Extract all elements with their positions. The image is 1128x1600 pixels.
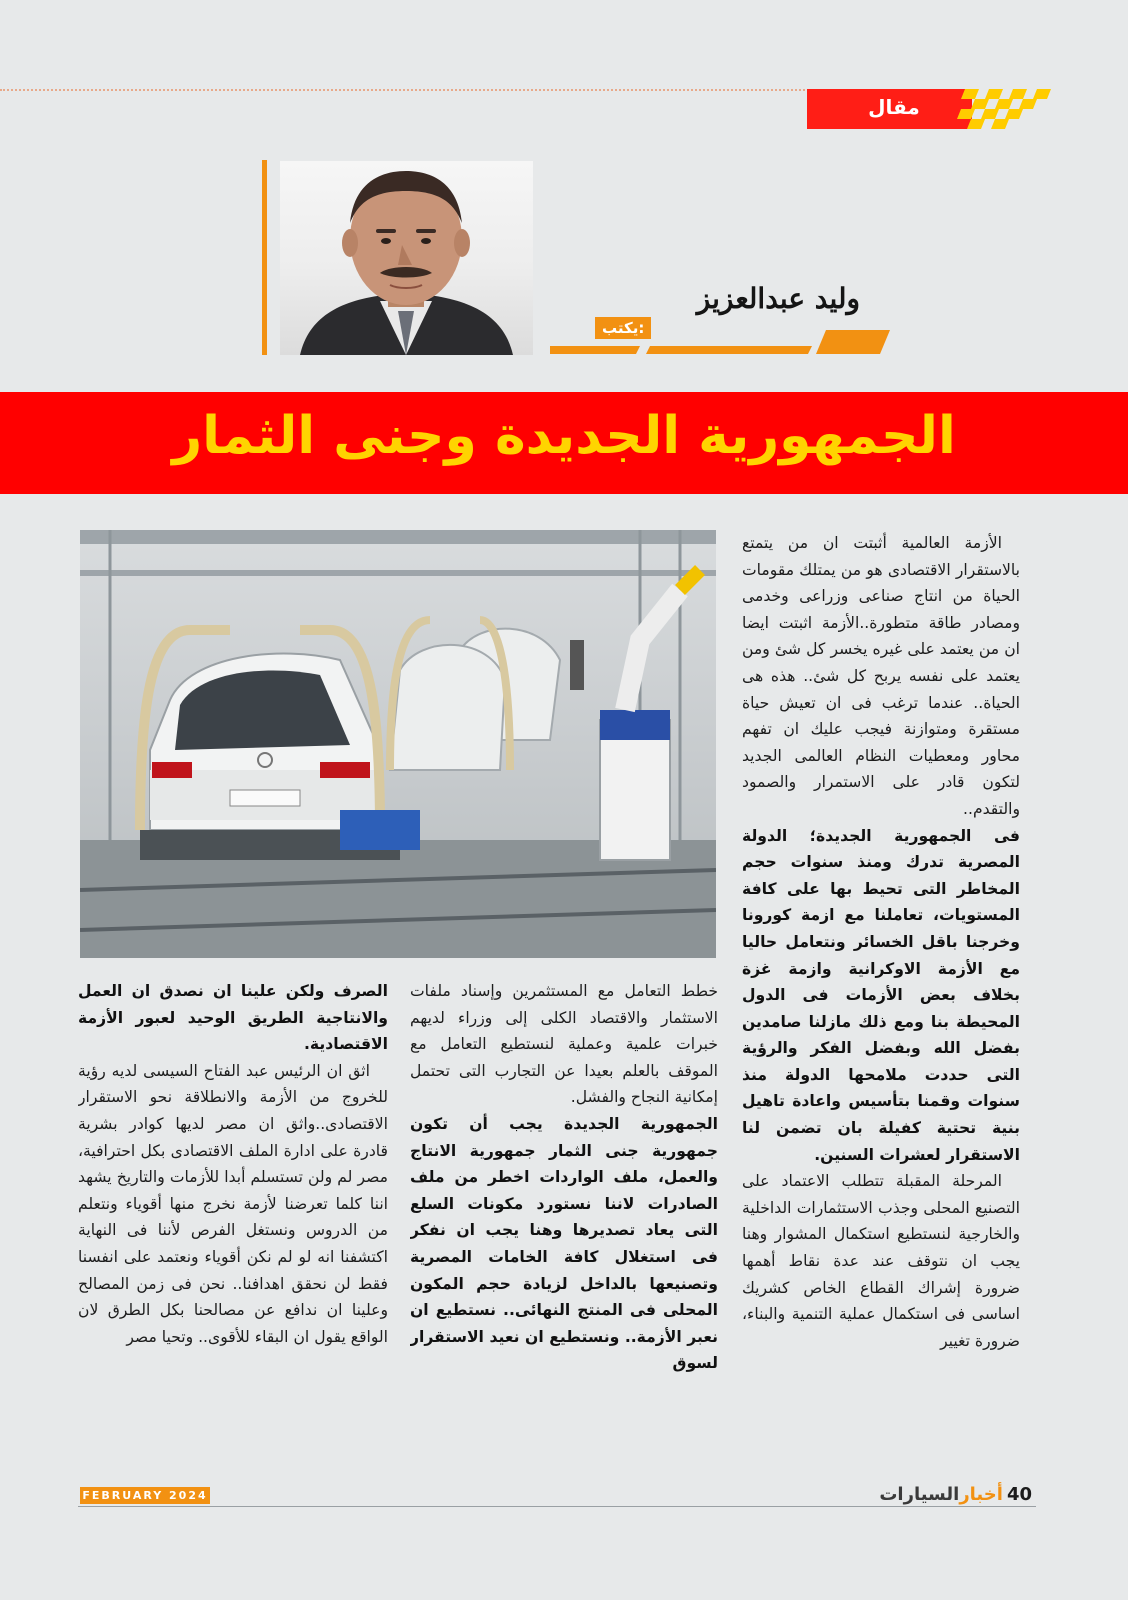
author-name: وليد عبدالعزيز [696, 282, 860, 315]
author-stripes [550, 328, 890, 354]
magazine-name-part1: أخبار [959, 1484, 1003, 1505]
magazine-footer [879, 1484, 1032, 1510]
issue-date: FEBRUARY 2024 [80, 1487, 210, 1504]
car-factory-illustration [80, 530, 716, 958]
paragraph: الأزمة العالمية أثبتت ان من يتمتع بالاستقرار الاقتصادى هو من يمتلك مقومات الحياة من انتاج صناعى وزراعى وخدمى ومصادر طاقة متطورة..الأزمة اثبتت ايضا ان من يعتمد على غيره يخسر كل شئ ومن يعتمد على نفسه يربح كل شئ.. هذه هى الحياة.. عندما ترغب فى ان تعيش حياة مستقرة ومتوازنة فيجب عليك ان تفهم محاور ومعطيات النظام العالمى الجديد لتكون قادر على الاستمرار والصمود والتقدم.. [742, 534, 1020, 818]
dotted-rule [0, 89, 805, 91]
headline-band [0, 392, 1128, 494]
paragraph-bold: فى الجمهورية الجديدة؛ الدولة المصرية تدرك ومنذ سنوات حجم المخاطر التى تحيط بها على كافة المستويات، تعاملنا مع ازمة كورونا وخرجنا باقل الخسائر ونتعامل حاليا مع الأزمة الاوكرانية وازمة غزة بخلاف بعض الأزمات فى الدول المحيطة بنا ومع ذلك مازلنا صامدين بفضل الله وبفضل الفكر والرؤية التى حددت ملامحها الدولة منذ سنوات وقمنا بتأسيس واعادة تاهيل بنية تحتية كفيلة بان تضمن لنا الاستقرار لعشرات السنين. [742, 826, 1020, 1164]
headline: الجمهورية الجديدة وجنى الثمار [172, 406, 956, 466]
author-portrait-drawing [280, 161, 533, 355]
paragraph-bold: الجمهورية الجديدة يجب أن تكون جمهورية جنى الثمار جمهورية الانتاج والعمل، ملف الواردات اخطر من ملف الصادرات لاننا نستورد مكونات السلع التى يعاد تصديرها وهنا يجب ان نفكر فى استغلال كافة الخامات المصرية وتصنيعها بالداخل لزيادة حجم المكون المحلى فى المنتج النهائى.. نستطيع ان نعبر الأزمة.. ونستطيع ان نعيد الاستقرار لسوق [410, 1114, 718, 1373]
paragraph: خطط التعامل مع المستثمرين وإسناد ملفات الاستثمار والاقتصاد الكلى إلى وزراء لديهم خبرات علمية وعملية لنستطيع التعامل مع الموقف بالعلم بعيدا عن التجارب التى تحتمل إمكانية النجاح والفشل. [410, 982, 718, 1107]
article-column-right [742, 530, 1020, 1460]
page-number: 40 [1006, 1484, 1032, 1505]
article-column-left [78, 978, 388, 1460]
section-tag-bar [807, 89, 972, 129]
paragraph: اثق ان الرئيس عبد الفتاح السيسى لديه رؤية للخروج من الأزمة والانطلاقة نحو الاستقرار الاقتصادى..واثق ان مصر لديها كوادر بشرية قادرة على ادارة الملف الاقتصادى بكل احترافية، مصر لم ولن تستسلم أبدا للأزمات والتاريخ يشهد اننا كلما تعرضنا لأزمة نخرج منها أقوياء ونتعلم من الدروس ونستغل الفرص لأننا فى النهاية اكتشفنا انه لو لم نكن أقوياء ونعتمد على انفسنا فقط لن نحقق اهدافنا.. نحن فى زمن المصالح وعلينا ان ندافع عن مصالحنا بكل الطرق لان الواقع يقول ان البقاء للأقوى.. وتحيا مصر [78, 1061, 388, 1346]
article-column-middle [410, 978, 718, 1460]
checkered-flag-icon [957, 89, 1052, 129]
author-accent-line [262, 160, 267, 355]
footer-rule [78, 1506, 1036, 1507]
section-tag [807, 89, 1052, 129]
writes-label: يكتب: [595, 317, 651, 339]
car-factory-photo [80, 530, 716, 958]
paragraph: المرحلة المقبلة تتطلب الاعتماد على التصنيع المحلى وجذب الاستثمارات الداخلية والخارجية لنستطيع استكمال المشوار وهنا يجب ان نتوقف عند عدة نقاط أهمها ضرورة إشراك القطاع الخاص كشريك اساسى فى استكمال عملية التنمية والبناء، ضرورة تغيير [742, 1172, 1020, 1350]
section-label: مقال [868, 95, 920, 119]
magazine-name-part2: السيارات [879, 1484, 960, 1505]
paragraph-bold: الصرف ولكن علينا ان نصدق ان العمل والانتاجية الطريق الوحيد لعبور الأزمة الاقتصادية. [78, 982, 388, 1054]
author-portrait [280, 161, 533, 355]
